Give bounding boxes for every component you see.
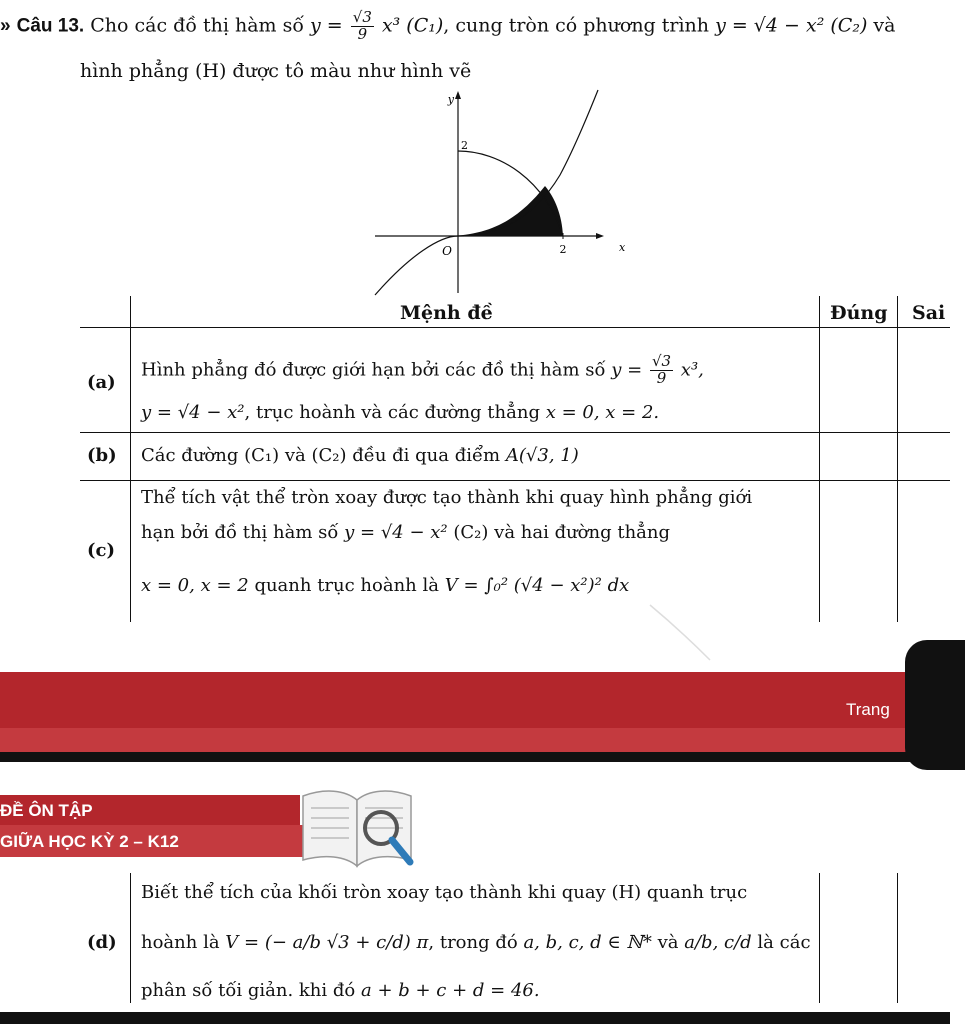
question-label: Câu 13. (16, 15, 85, 37)
eq1-fraction (351, 10, 374, 43)
row-c-text-2: hạn bởi đồ thị hàm số (141, 522, 339, 543)
row-b-text-1: Các đường (C₁) và (C₂) đều đi qua điểm (141, 445, 501, 466)
row-d-tail: là các (757, 932, 811, 953)
row-a-line-2 (141, 402, 659, 423)
row-c-eq: y = √4 − x² (344, 522, 448, 543)
origin-label: O (442, 244, 452, 258)
question-line-2: hình phẳng (H) được tô màu như hình vẽ (80, 60, 472, 82)
x-tick-label: 2 (559, 243, 567, 256)
row-d-volume-eq: V = (− a/b √3 + c/d) π (225, 932, 429, 953)
row-a-fraction (650, 354, 673, 387)
row-c-line-2 (141, 522, 670, 543)
question-text-3: và (873, 14, 896, 37)
row-a-eq2: y = √4 − x² (141, 402, 245, 423)
function-graph (370, 85, 626, 300)
row-c-text-2b: (C₂) và hai đường thẳng (453, 522, 671, 543)
table-vline (819, 296, 820, 622)
row-a-text-2: , trục hoành và các đường thẳng (244, 402, 540, 423)
row-d-fracs: a/b, c/d (684, 932, 752, 953)
eq1-tail: x³ (C₁) (381, 14, 444, 37)
table-vline (130, 296, 131, 622)
row-a-numerator: √3 (651, 352, 672, 370)
footer-banner-lower (0, 728, 950, 752)
question-bullet: » (0, 15, 11, 37)
y-axis-arrow (455, 91, 461, 99)
row-a-label: (a) (87, 372, 116, 393)
x-axis-arrow (596, 233, 604, 239)
page-curl-decoration (640, 600, 950, 660)
row-d-text-2: hoành là (141, 932, 220, 953)
page-label: Trang (846, 700, 890, 719)
eq1-denominator: 9 (357, 24, 368, 43)
row-a-eq-tail: x³, (680, 359, 704, 381)
page-tab (905, 640, 965, 770)
row-c-eq2: x = 0, x = 2 (141, 575, 249, 596)
row-c-label: (c) (87, 540, 115, 561)
row-c-line-3 (141, 575, 629, 596)
header-statement: Mệnh đề (400, 302, 493, 324)
book-icon (295, 782, 425, 882)
row-d-line-2 (141, 932, 811, 953)
row-a-text-1: Hình phẳng đó được giới hạn bởi các đồ thị hàm số (141, 359, 606, 381)
footer-banner (0, 672, 950, 728)
table-vline (130, 873, 131, 1003)
table-vline (819, 873, 820, 1003)
question-text-1: Cho các đồ thị hàm số (90, 14, 304, 37)
table-vline (897, 873, 898, 1003)
row-c-line-1: Thể tích vật thể tròn xoay được tạo thành khi quay hình phẳng giới (141, 487, 753, 508)
row-c-text-3: quanh trục hoành là (254, 575, 439, 596)
row-b-point: A(√3, 1) (505, 445, 579, 466)
row-d-line-3 (141, 980, 540, 1001)
row-b-label: (b) (87, 445, 117, 466)
row-b-line-1 (141, 445, 579, 466)
eq1-numerator: √3 (352, 8, 372, 26)
row-a-eq3: x = 0, x = 2. (545, 402, 660, 423)
row-d-text-3: phân số tối giản. khi đó (141, 980, 356, 1001)
row-a-line-1 (141, 354, 704, 387)
row-a-denominator: 9 (656, 368, 667, 387)
row-d-and: và (657, 932, 679, 953)
eq2: y = √4 − x² (715, 14, 825, 37)
row-d-text-2b: , trong đó (428, 932, 518, 953)
footer-dark-strip (0, 752, 950, 762)
shaded-region-h (448, 186, 563, 236)
row-d-label: (d) (87, 932, 117, 953)
question-line-1 (0, 10, 895, 43)
row-d-line-1: Biết thể tích của khối tròn xoay tạo thành khi quay (H) quanh trục (141, 882, 748, 903)
eq2-tail: (C₂) (830, 14, 868, 37)
eq1-lhs: y = (310, 14, 343, 37)
curve-c1 (375, 90, 598, 295)
y-tick-label: 2 (461, 139, 468, 152)
question-text-2: , cung tròn có phương trình (443, 14, 710, 37)
section-title-1: ĐỀ ÔN TẬP (0, 801, 93, 820)
y-axis-label: y (447, 93, 454, 106)
bottom-dark-strip (0, 1012, 950, 1024)
row-d-sum: a + b + c + d = 46. (360, 980, 540, 1001)
header-false: Sai (912, 302, 946, 324)
row-a-eq-lhs: y = (611, 359, 643, 381)
section-title-2: GIỮA HỌC KỲ 2 – K12 (0, 832, 179, 851)
row-d-set: a, b, c, d ∈ ℕ* (523, 932, 652, 953)
table-vline (897, 296, 898, 622)
x-axis-label: x (619, 241, 626, 254)
row-c-integral: V = ∫₀² (√4 − x²)² dx (444, 575, 630, 596)
header-true: Đúng (830, 302, 888, 324)
